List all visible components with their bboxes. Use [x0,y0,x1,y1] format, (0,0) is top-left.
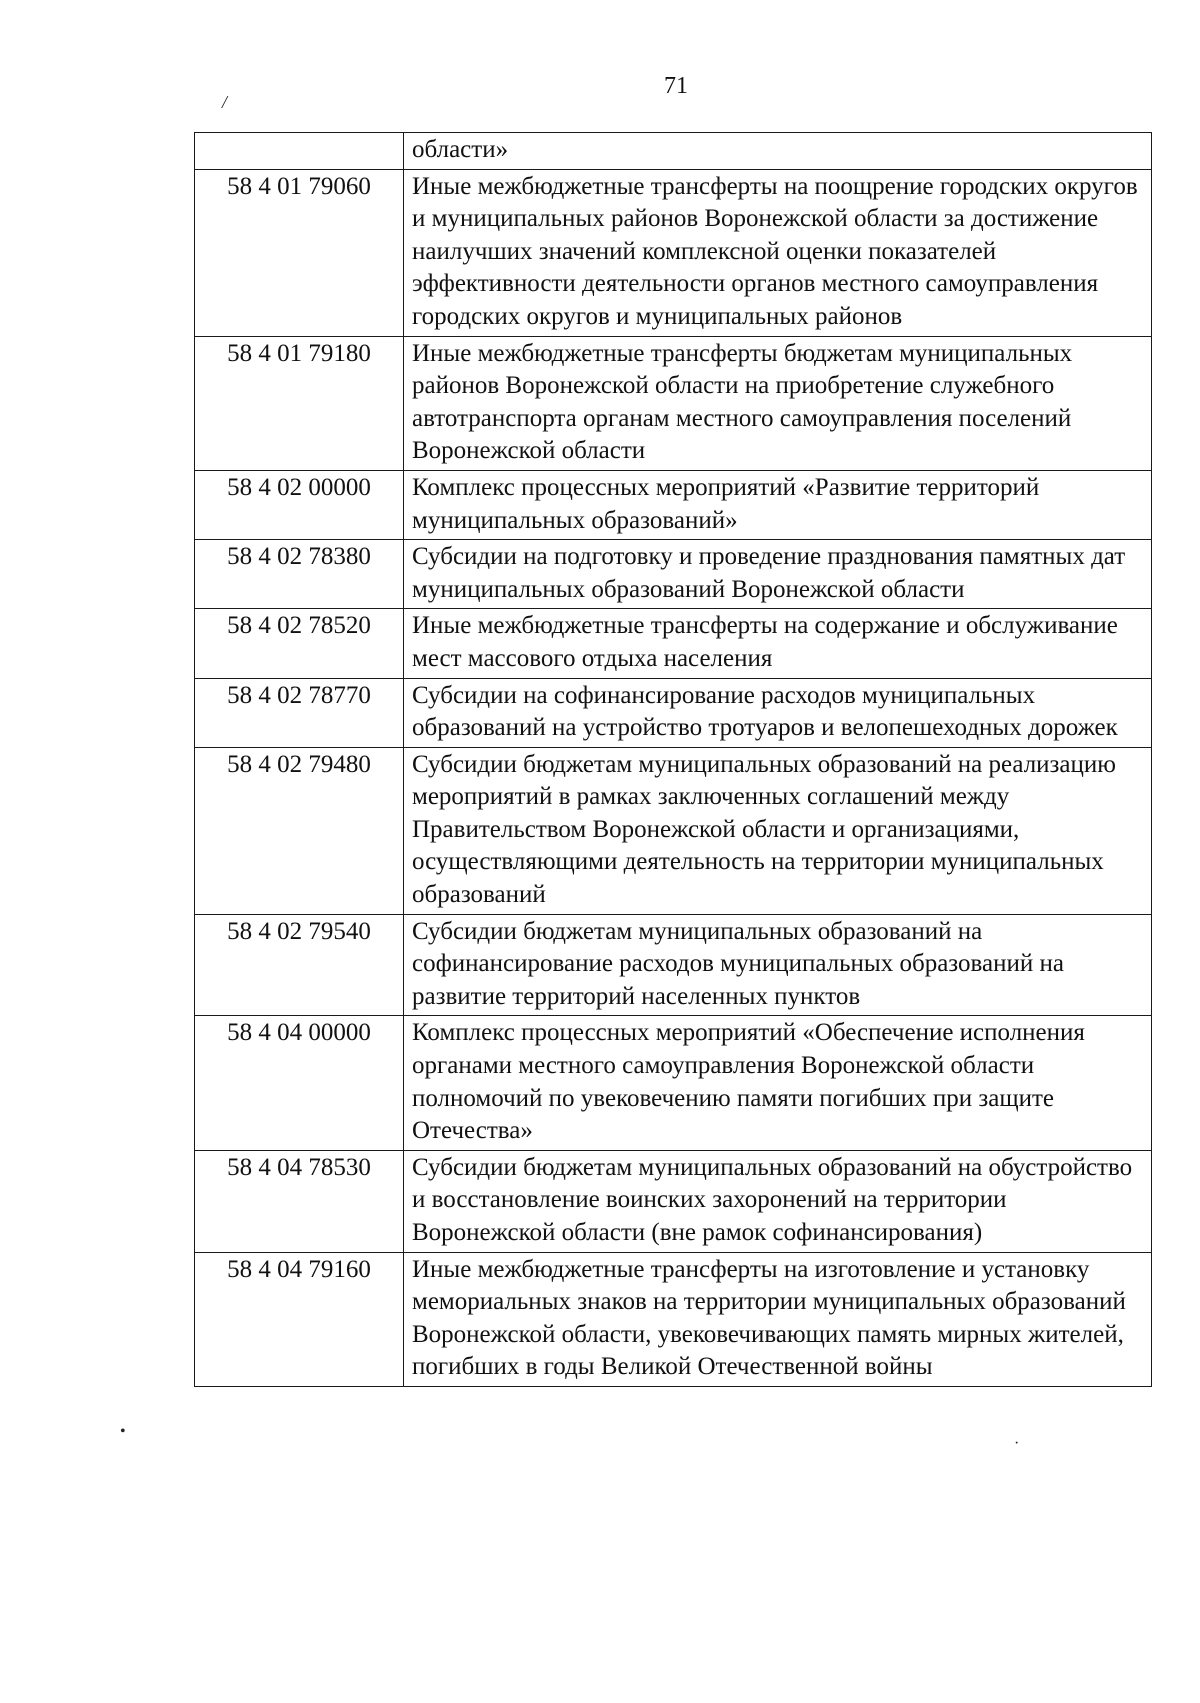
row-description: Иные межбюджетные трансферты на содержание и обслуживание мест массового отдыха населения [404,609,1152,678]
scan-mark-dot-small: · [1014,1435,1020,1452]
page-number: 71 [664,73,688,99]
table-row [195,133,1152,170]
row-description: Субсидии на подготовку и проведение празднования памятных дат муниципальных образований Воронежской области [404,540,1152,609]
row-description: Иные межбюджетные трансферты бюджетам муниципальных районов Воронежской области на приобретение служебного автотранспорта органам местного самоуправления поселений Воронежской области [404,336,1152,470]
row-code: 58 4 01 79060 [195,169,404,336]
row-description: Субсидии бюджетам муниципальных образований на софинансирование расходов муниципальных образований на развитие территорий населенных пунктов [404,914,1152,1016]
table-row [195,1016,1152,1150]
row-code: 58 4 02 79480 [195,747,404,914]
table-row [195,1150,1152,1252]
scan-mark-slash: / [222,92,228,112]
row-description: Иные межбюджетные трансферты на изготовление и установку мемориальных знаков на территории муниципальных образований Воронежской области, увековечивающих память мирных жителей, погибших в годы Великой Отечественной войны [404,1252,1152,1386]
row-code: 58 4 04 78530 [195,1150,404,1252]
row-code: 58 4 04 00000 [195,1016,404,1150]
row-code: 58 4 02 78380 [195,540,404,609]
row-description: Иные межбюджетные трансферты на поощрение городских округов и муниципальных районов Воронежской области за достижение наилучших значений комплексной оценки показателей эффективности деятельности органов местного самоуправления городских округов и муниципальных районов [404,169,1152,336]
table-row [195,540,1152,609]
row-description: Комплекс процессных мероприятий «Развитие территорий муниципальных образований» [404,470,1152,539]
budget-codes-table [194,132,1152,1387]
row-code [195,133,404,170]
row-description: Субсидии бюджетам муниципальных образований на реализацию мероприятий в рамках заключенных соглашений между Правительством Воронежской области и организациями, осуществляющими деятельность на территории муниципальных образований [404,747,1152,914]
scan-mark-dot: • [120,1423,126,1440]
table-row [195,470,1152,539]
table-row [195,609,1152,678]
table-row [195,336,1152,470]
row-description: Комплекс процессных мероприятий «Обеспечение исполнения органами местного самоуправления Воронежской области полномочий по увековечению памяти погибших при защите Отечества» [404,1016,1152,1150]
row-description: Субсидии бюджетам муниципальных образований на обустройство и восстановление воинских захоронений на территории Воронежской области (вне рамок софинансирования) [404,1150,1152,1252]
table-row [195,1252,1152,1386]
table-row [195,678,1152,747]
row-code: 58 4 04 79160 [195,1252,404,1386]
row-description: области» [404,133,1152,170]
row-code: 58 4 02 78520 [195,609,404,678]
row-code: 58 4 02 78770 [195,678,404,747]
row-description: Субсидии на софинансирование расходов муниципальных образований на устройство тротуаров и велопешеходных дорожек [404,678,1152,747]
row-code: 58 4 02 00000 [195,470,404,539]
table-row [195,914,1152,1016]
row-code: 58 4 01 79180 [195,336,404,470]
table-row [195,747,1152,914]
table-row [195,169,1152,336]
row-code: 58 4 02 79540 [195,914,404,1016]
